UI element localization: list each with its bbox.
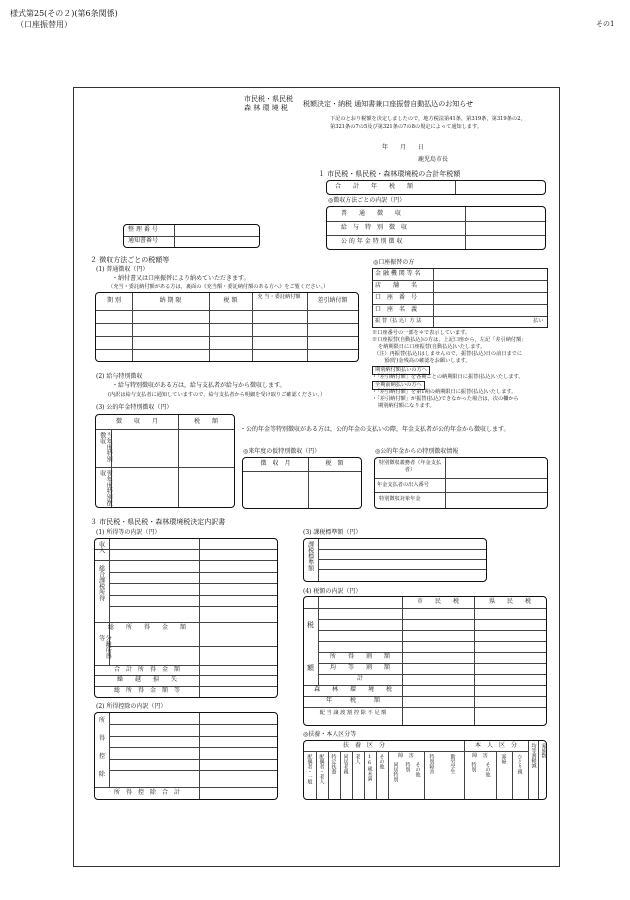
issuer: 鹿児島市長 <box>418 156 449 163</box>
title-tax-names-1: 市民税・県民税 <box>244 95 293 103</box>
bank-note-1: ※口座番号の一部を＊で表示しています。 <box>372 330 471 336</box>
form-subtitle: （口座振替用） <box>16 20 72 29</box>
bank-note-4: （注）再振替(払込)はしませんので，振替(払込)日の前日までに <box>374 351 523 357</box>
provisional-col-month: 徴 収 月 <box>260 460 291 467</box>
deduction-title: (2) 所得控除の内訳（円） <box>96 703 167 710</box>
bank-note-5: 預(貯)金残高の確認をお願いします。 <box>384 358 471 364</box>
installment-pay-note: ・「差引納付額」を各期ごとの納期限日に振替(払込)いたします。 <box>372 374 524 380</box>
disability-heading-2: 障 害 <box>472 753 488 759</box>
tax-v-1: 税 <box>307 621 314 629</box>
col-under-16: 16歳未満 <box>366 754 373 781</box>
section-2-title: ２ 徴収方法ごとの税額等 <box>90 256 170 264</box>
deduction-v-3: 控 <box>99 753 106 760</box>
col-working-student: 勤労学生 <box>449 754 456 774</box>
total-deduction-label: 所 得 控 除 合 計 <box>113 789 180 796</box>
next-year-provisional-title: ◎来年度の仮特別徴収（円） <box>243 448 321 455</box>
bank-note-3: を納期限日に口座振替(自動払込)いたします。 <box>378 344 486 350</box>
total-income-etc-label: 総 所 得 金 額 等 <box>113 687 180 694</box>
pension-note: ・公的年金等特別徴収がある方は，公的年金の支払いの際，年金支払者が公的年金から徴収します。 <box>240 426 510 433</box>
transfer-method-suffix: 払い <box>533 318 544 324</box>
income-breakdown-title: (1) 所得等の内訳（円） <box>96 529 161 536</box>
account-holder-label: 口 座 名 義 <box>375 306 418 313</box>
col-cohabiting-parent: 同居老親 <box>342 754 349 774</box>
col-elderly: 老人 <box>354 754 361 764</box>
income-table <box>94 538 278 698</box>
pension-collection: 公 的 年 金 特 別 徴 収 <box>341 238 403 245</box>
payer-number-label: 年金支払者の出入番号 <box>377 482 429 488</box>
pension-info-title: ◎公的年金からの特別徴収情報 <box>375 448 459 455</box>
dependents-table <box>303 740 547 800</box>
deduction-v-2: 得 <box>99 735 106 742</box>
section-1-title: １ 市民税・県民税・森林環境税の合計年税額 <box>318 170 461 178</box>
col-other-1: その他 <box>378 754 385 769</box>
col-special-2: 特別 <box>470 762 477 772</box>
tax-breakdown-table <box>303 596 547 726</box>
col-net-payment: 差引納付額 <box>317 297 348 304</box>
col-spouse-elderly: 配偶者・老人 <box>318 754 325 784</box>
dependents-title: ◎扶養・本人区分等 <box>303 731 357 738</box>
next-year-label: 翌年度特別徴収 <box>98 470 113 506</box>
ordinary-collection-note-2: （充当・委託納付額がある方は，裏面の《充当額・委託納付額のある方へ》をご覧ください。） <box>108 284 329 290</box>
tax-base-table <box>303 538 487 582</box>
total-income-label: 総 所 得 金 額 <box>107 624 186 631</box>
section-3-title: ３ 市民税・県民税・森林環境税決定内訳書 <box>90 518 226 526</box>
provisional-col-amount: 税 額 <box>325 460 344 467</box>
col-cohabit-special: 同居特別 <box>392 762 399 782</box>
disability-heading-1: 障 害 <box>398 753 414 759</box>
tax-breakdown-title: (4) 税額の内訳（円） <box>303 588 362 595</box>
pension-info-table <box>374 457 548 509</box>
target-pension-label: 特別徴収対象年金 <box>379 496 421 502</box>
ordinary-collection: 普 通 徴 収 <box>341 210 402 217</box>
breakdown-title: ◎徴収方法ごとの内訳（円） <box>328 197 406 204</box>
col-other-3: その他 <box>484 762 491 777</box>
installment-table <box>95 292 359 362</box>
branch-label: 店 舗 名 <box>375 282 418 289</box>
prefecture-tax-col: 県 民 税 <box>488 598 531 605</box>
salary-note-2: (内訳は給与支払者に通知していますので，給与支払者から明細を受け取りご確認ください。） <box>108 392 326 398</box>
col-spouse-general: 配偶者・一般 <box>306 754 313 784</box>
col-period: 期 別 <box>107 297 121 304</box>
col-tax-amount: 税 額 <box>223 297 238 304</box>
col-special-disability: 特別障害 <box>428 754 435 774</box>
provisional-table <box>242 457 362 509</box>
bank-name-label: 金 融 機 関 等 名 <box>375 270 421 277</box>
title-tax-names-2: 森 林 環 境 税 <box>244 104 288 112</box>
income-comprehensive-label: 総合課税所得 <box>97 565 105 601</box>
col-per-capita-reduction: 均等割軽減 <box>530 743 537 768</box>
notice-number-label: 通知書番号 <box>128 237 159 244</box>
income-separate-label: 分離所得等 <box>97 635 112 659</box>
carryover-loss-label: 繰 越 損 失 <box>116 676 177 683</box>
total-tax-box <box>326 180 546 195</box>
intro-text-1: 下記のとおり税額を決定しましたので，地方税法第41条，第319条，第319条の2， <box>330 116 526 122</box>
salary-note: ・給与特別徴収がある方は，給与支払者が給与から徴収します。 <box>112 382 286 389</box>
pension-col-month: 徴 収 月 <box>115 418 158 425</box>
dependent-class-heading: 扶 養 区 分 <box>342 742 385 749</box>
withholding-agent-label: 特別徴収義務者（年金支払者） <box>378 460 442 473</box>
annual-tax-label: 年 税 額 <box>325 697 380 704</box>
col-widow: 寡婦 <box>500 754 507 764</box>
deduction-v-1: 所 <box>99 717 106 724</box>
col-special-1: 特別 <box>404 762 411 772</box>
account-number-label: 口 座 番 号 <box>375 294 418 301</box>
document-title: 税額決定・納税 通知書兼口座振替自動払込のお知らせ <box>303 100 474 108</box>
bank-table <box>372 268 548 328</box>
col-family-count: 家族数 <box>540 743 547 758</box>
installment-pay-heading: 期別納付額払いの方へ <box>372 366 430 375</box>
pension-title: (3) 公的年金特別徴収（円） <box>96 404 173 411</box>
per-capita-levy-label: 均 等 割 額 <box>329 664 390 671</box>
col-allocation: 充 当・委託納付額 <box>257 294 301 300</box>
issue-date: 年 月 日 <box>382 144 425 151</box>
city-tax-col: 市 民 税 <box>416 598 459 605</box>
bank-note-2: ※口座振替(自動払込)の方は，上記口座から，左記「差引納付額」 <box>372 337 527 343</box>
tax-base-label: 課税標準額 <box>306 541 314 571</box>
subtotal-label: 計 <box>356 675 363 682</box>
col-single-parent: ひとり親 <box>516 754 523 774</box>
income-revenue-label: 収入 <box>97 541 105 553</box>
deduction-table <box>94 712 278 800</box>
forest-tax-label: 森 林 環 境 税 <box>313 686 392 693</box>
pension-table <box>95 414 235 508</box>
bank-title: ◎口座振替の方 <box>373 259 415 266</box>
ordinary-collection-title: (1) 普通徴収（円） <box>96 266 149 273</box>
admin-number-box <box>123 224 260 248</box>
salary-title: (2) 給与特別徴収 <box>96 373 143 380</box>
pension-col-amount: 税 額 <box>193 418 218 425</box>
prepay-heading: 全期前納払いの方へ <box>372 381 425 390</box>
col-due-date: 納 期 限 <box>159 297 182 304</box>
transfer-method-label: 振 替（払 込）方 法 <box>375 318 422 324</box>
intro-text-2: 第321条の7の5及び第321条の7の8の規定によって通知します。 <box>330 124 482 130</box>
prepay-note-2: ・「差引納付額」が振替(払込)できなかった場合は，次の欄から <box>372 396 519 402</box>
breakdown-box <box>326 206 546 250</box>
total-tax-label: 合 計 年 税 額 <box>335 183 414 190</box>
prepay-note-1: ・「差引納付額」を第1期の納期限日に振替(払込)いたします。 <box>372 389 517 395</box>
reference-number-label: 整 理 番 号 <box>128 226 158 233</box>
combined-income-label: 合 計 所 得 金 額 <box>113 666 180 673</box>
current-year-label: 当年度特別徴収 <box>98 432 113 462</box>
page-label: その1 <box>596 20 615 28</box>
ordinary-collection-note: ・納付書又は口座振替により納めていただきます。 <box>112 275 250 282</box>
col-specified-dependent: 特定扶養 <box>330 754 337 774</box>
tax-v-2: 額 <box>307 664 314 672</box>
form-number: 様式第25(その２)(第6条関係) <box>10 9 118 18</box>
self-class-heading: 本 人 区 分 <box>474 742 517 749</box>
tax-base-title: (3) 課税標準額（円） <box>303 529 362 536</box>
col-other-2: その他 <box>414 762 421 777</box>
income-levy-label: 所 得 割 額 <box>329 653 390 660</box>
dividend-deduction-label: 配 当 譲 渡 割 控 除 不 足 額 <box>319 710 387 716</box>
deduction-v-4: 除 <box>99 771 106 778</box>
prepay-note-3: 期別納付額になります。 <box>378 403 435 409</box>
salary-collection: 給 与 特 別 徴 収 <box>341 224 408 231</box>
